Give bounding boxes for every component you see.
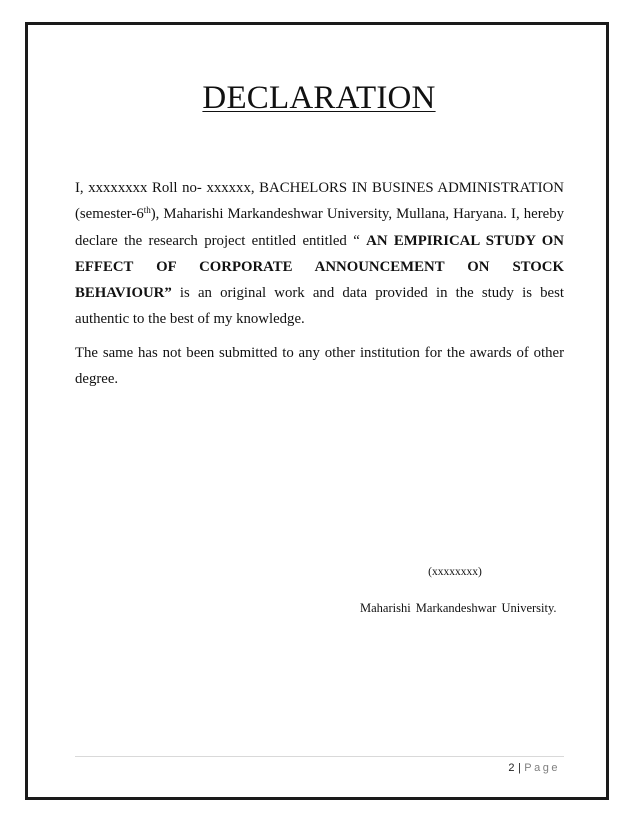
semester-sup: th <box>143 205 151 216</box>
declaration-paragraph <box>75 175 564 333</box>
page-number: 2 <box>508 762 515 774</box>
declaration-line1: I, xxxxxxxx Roll no- xxxxxx, BACHELORS IN BUSINES ADMINISTRATION <box>75 180 564 196</box>
declaration-tail: is an original work and data provided in the study is best authentic to the best of my knowledge. <box>75 285 564 328</box>
footer-divider <box>75 756 564 757</box>
page-footer <box>508 762 560 774</box>
footer-separator: | <box>517 762 522 774</box>
semester-suffix: ), Maharishi Markandeshwar University, Mullana, Haryana. I, hereby declare the research project entitled entitled “ <box>75 206 564 249</box>
semester-prefix: (semester-6 <box>75 206 144 223</box>
page-border <box>25 22 609 800</box>
page-label: Page <box>524 762 560 774</box>
signature-university: Maharishi Markandeshwar University. <box>360 601 557 615</box>
project-title: AN EMPIRICAL STUDY ON EFFECT OF CORPORATE ANNOUNCEMENT ON STOCK BEHAVIOUR” <box>75 232 564 302</box>
page-title: DECLARATION <box>202 80 436 116</box>
signature-name: (xxxxxxxx) <box>428 566 482 578</box>
non-submission-paragraph: The same has not been submitted to any other institution for the awards of other degree. <box>75 345 564 388</box>
